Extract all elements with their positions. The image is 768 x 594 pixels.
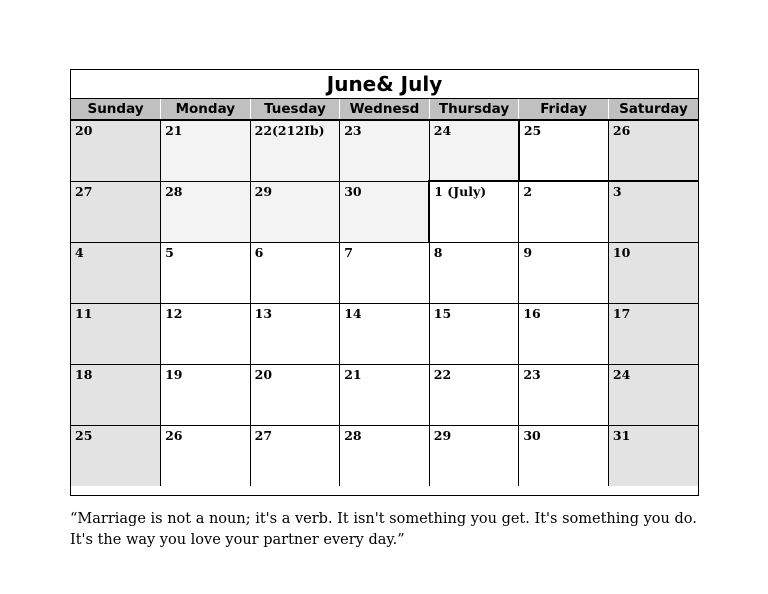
day-cell: 8 — [429, 242, 519, 303]
week-row — [71, 364, 698, 425]
day-cell: 10 — [608, 242, 698, 303]
day-cell: 27 — [250, 425, 340, 486]
day-cell: 24 — [608, 364, 698, 425]
weekday-thursday: Thursday — [429, 99, 519, 120]
weekday-header-row — [71, 99, 698, 120]
week-row — [71, 303, 698, 364]
day-cell: 4 — [71, 242, 161, 303]
weekday-monday: Monday — [161, 99, 251, 120]
day-cell: 5 — [161, 242, 251, 303]
weekday-friday: Friday — [519, 99, 609, 120]
quote-text: “Marriage is not a noun; it's a verb. It isn't something you get. It's something you do. It's the way you love your partner every day.” — [70, 511, 697, 548]
day-cell: 19 — [161, 364, 251, 425]
week-row — [71, 242, 698, 303]
weekday-tuesday: Tuesday — [250, 99, 340, 120]
day-cell: 23 — [519, 364, 609, 425]
day-cell: 2 — [519, 181, 609, 242]
day-cell: 3 — [608, 181, 698, 242]
day-cell: 6 — [250, 242, 340, 303]
week-row — [71, 181, 698, 242]
day-cell: 24 — [429, 120, 519, 181]
week-row — [71, 120, 698, 181]
day-cell: 28 — [161, 181, 251, 242]
weekday-saturday: Saturday — [608, 99, 698, 120]
day-cell: 1 (July) — [429, 181, 519, 242]
calendar-title: June& July — [71, 70, 698, 99]
day-cell: 18 — [71, 364, 161, 425]
day-cell: 30 — [519, 425, 609, 486]
day-cell: 25 — [71, 425, 161, 486]
calendar — [70, 69, 699, 496]
calendar-grid — [71, 99, 698, 486]
day-cell: 15 — [429, 303, 519, 364]
day-cell: 21 — [161, 120, 251, 181]
day-cell: 9 — [519, 242, 609, 303]
day-cell: 26 — [161, 425, 251, 486]
weekday-sunday: Sunday — [71, 99, 161, 120]
day-cell: 11 — [71, 303, 161, 364]
day-cell: 29 — [250, 181, 340, 242]
day-cell: 25 — [519, 120, 609, 181]
day-cell: 21 — [340, 364, 430, 425]
day-cell: 12 — [161, 303, 251, 364]
day-cell: 22(212Ib) — [250, 120, 340, 181]
day-cell: 22 — [429, 364, 519, 425]
day-cell: 23 — [340, 120, 430, 181]
weekday-wednesday: Wednesd — [340, 99, 430, 120]
day-cell: 16 — [519, 303, 609, 364]
day-cell: 28 — [340, 425, 430, 486]
day-cell: 27 — [71, 181, 161, 242]
day-cell: 20 — [250, 364, 340, 425]
day-cell: 31 — [608, 425, 698, 486]
week-row — [71, 425, 698, 486]
day-cell: 30 — [340, 181, 430, 242]
day-cell: 20 — [71, 120, 161, 181]
day-cell: 13 — [250, 303, 340, 364]
day-cell: 14 — [340, 303, 430, 364]
day-cell: 29 — [429, 425, 519, 486]
day-cell: 17 — [608, 303, 698, 364]
day-cell: 26 — [608, 120, 698, 181]
day-cell: 7 — [340, 242, 430, 303]
